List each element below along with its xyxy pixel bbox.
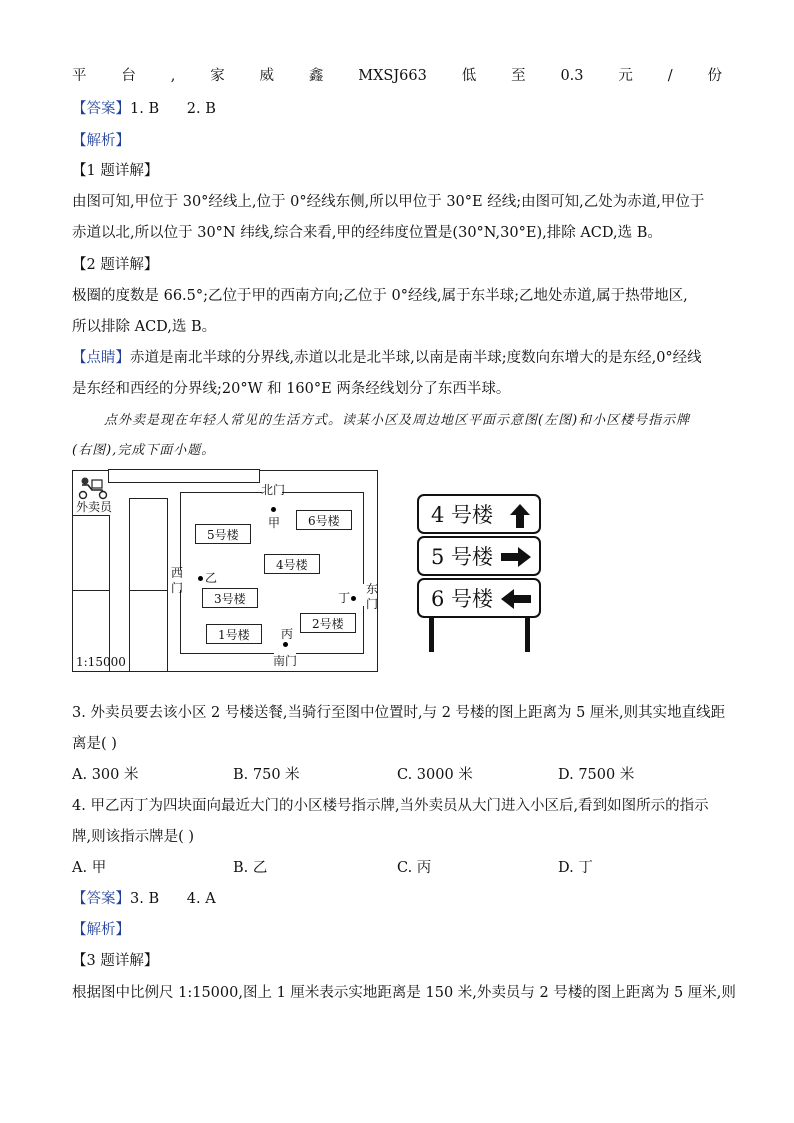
point-jia-label: 甲 — [268, 516, 281, 530]
sign-post-right — [525, 614, 530, 652]
q4-option-d: D. 丁 — [558, 860, 593, 876]
dianjing-line-1: 【点睛】赤道是南北半球的分界线,赤道以北是北半球,以南是南半球;度数向东增大的是东经,0°经线 — [72, 350, 702, 366]
north-gate-label: 北门 — [261, 483, 286, 497]
east-gate-label: 东 门 — [366, 582, 379, 611]
q4-option-a: A. 甲 — [72, 860, 107, 876]
answer-tag: 【答案】 — [72, 101, 130, 117]
detail-2-line: 所以排除 ACD,选 B。 — [72, 319, 217, 335]
sign-label: 6 号楼 — [431, 587, 494, 611]
sign-building-4 — [417, 494, 541, 534]
detail-1-line: 赤道以北,所以位于 30°N 纬线,综合来看,甲的经纬度位置是(30°N,30°E),排除 ACD,选 B。 — [72, 225, 662, 241]
dianjing-line-2: 是东经和西经的分界线;20°W 和 160°E 两条经线划分了东西半球。 — [72, 381, 511, 397]
header-line: 平 台 , 家 威 鑫 MXSJ663 低 至 0.3 元 / 份 — [72, 68, 722, 84]
q4-option-c: C. 丙 — [397, 860, 432, 876]
detail-1-title: 【1 题详解】 — [72, 163, 159, 179]
building-6: 6号楼 — [296, 510, 352, 530]
dianjing-tag: 【点睛】 — [72, 350, 130, 366]
courier-icon — [76, 476, 110, 500]
courier-label: 外卖员 — [76, 500, 113, 514]
detail-3-title: 【3 题详解】 — [72, 953, 159, 969]
building-3: 3号楼 — [202, 588, 258, 608]
answer-text: 1. B 2. B — [130, 101, 216, 117]
point-ding-dot — [351, 596, 356, 601]
sign-building-5 — [417, 536, 541, 576]
q4-option-b: B. 乙 — [233, 860, 268, 876]
top-strip-building — [108, 469, 260, 483]
detail-2-title: 【2 题详解】 — [72, 257, 159, 273]
analysis-tag-1: 【解析】 — [72, 133, 130, 149]
q3-line: 3. 外卖员要去该小区 2 号楼送餐,当骑行至图中位置时,与 2 号楼的图上距离为 5 厘米,则其实地直线距 — [72, 705, 726, 721]
building-1: 1号楼 — [206, 624, 262, 644]
outside-block — [72, 515, 110, 595]
community-map — [72, 470, 378, 672]
point-yi-dot — [198, 576, 203, 581]
point-yi-label: 乙 — [205, 571, 218, 585]
arrow-right-icon — [501, 546, 531, 568]
point-bing-label: 丙 — [281, 627, 294, 641]
answer-line-1 — [72, 99, 722, 119]
q3-option-c: C. 3000 米 — [397, 767, 473, 783]
q3-option-b: B. 750 米 — [233, 767, 300, 783]
answer-text: 3. B 4. A — [130, 891, 216, 907]
outside-block — [129, 498, 168, 592]
answer-line-2 — [72, 889, 722, 909]
q4-line: 牌,则该指示牌是( ) — [72, 829, 195, 845]
building-4: 4号楼 — [264, 554, 320, 574]
q3-line: 离是( ) — [72, 736, 117, 752]
sign-label: 4 号楼 — [431, 503, 494, 527]
point-ding-label: 丁 — [338, 591, 351, 605]
point-jia-dot — [271, 507, 276, 512]
answer-tag: 【答案】 — [72, 891, 130, 907]
sign-post-left — [429, 614, 434, 652]
outside-block — [129, 590, 168, 672]
analysis-tag-2: 【解析】 — [72, 922, 130, 938]
intro-line: (右图),完成下面小题。 — [72, 443, 216, 458]
sign-label: 5 号楼 — [431, 545, 494, 569]
arrow-left-icon — [501, 588, 531, 610]
west-gate-label: 西 门 — [171, 566, 184, 595]
detail-3-line: 根据图中比例尺 1:15000,图上 1 厘米表示实地距离是 150 米,外卖员与 2 号楼的图上距离为 5 厘米,则 — [72, 985, 736, 1001]
q4-line: 4. 甲乙丙丁为四块面向最近大门的小区楼号指示牌,当外卖员从大门进入小区后,看到如图所示的指示 — [72, 798, 709, 814]
building-2: 2号楼 — [300, 613, 356, 633]
map-scale: 1:15000 — [76, 655, 126, 669]
detail-1-line: 由图可知,甲位于 30°经线上,位于 0°经线东侧,所以甲位于 30°E 经线;由图可知,乙处为赤道,甲位于 — [72, 194, 705, 210]
sign-building-6 — [417, 578, 541, 618]
q3-option-a: A. 300 米 — [72, 767, 139, 783]
building-5: 5号楼 — [195, 524, 251, 544]
south-gate-label: 南门 — [273, 654, 298, 668]
intro-line: 点外卖是现在年轻人常见的生活方式。读某小区及周边地区平面示意图(左图)和小区楼号指示牌 — [104, 413, 691, 428]
arrow-up-icon — [509, 504, 531, 528]
point-bing-dot — [283, 642, 288, 647]
q3-option-d: D. 7500 米 — [558, 767, 635, 783]
detail-2-line: 极圈的度数是 66.5°;乙位于甲的西南方向;乙位于 0°经线,属于东半球;乙地处赤道,属于热带地区, — [72, 288, 688, 304]
building-signpost — [415, 494, 545, 654]
